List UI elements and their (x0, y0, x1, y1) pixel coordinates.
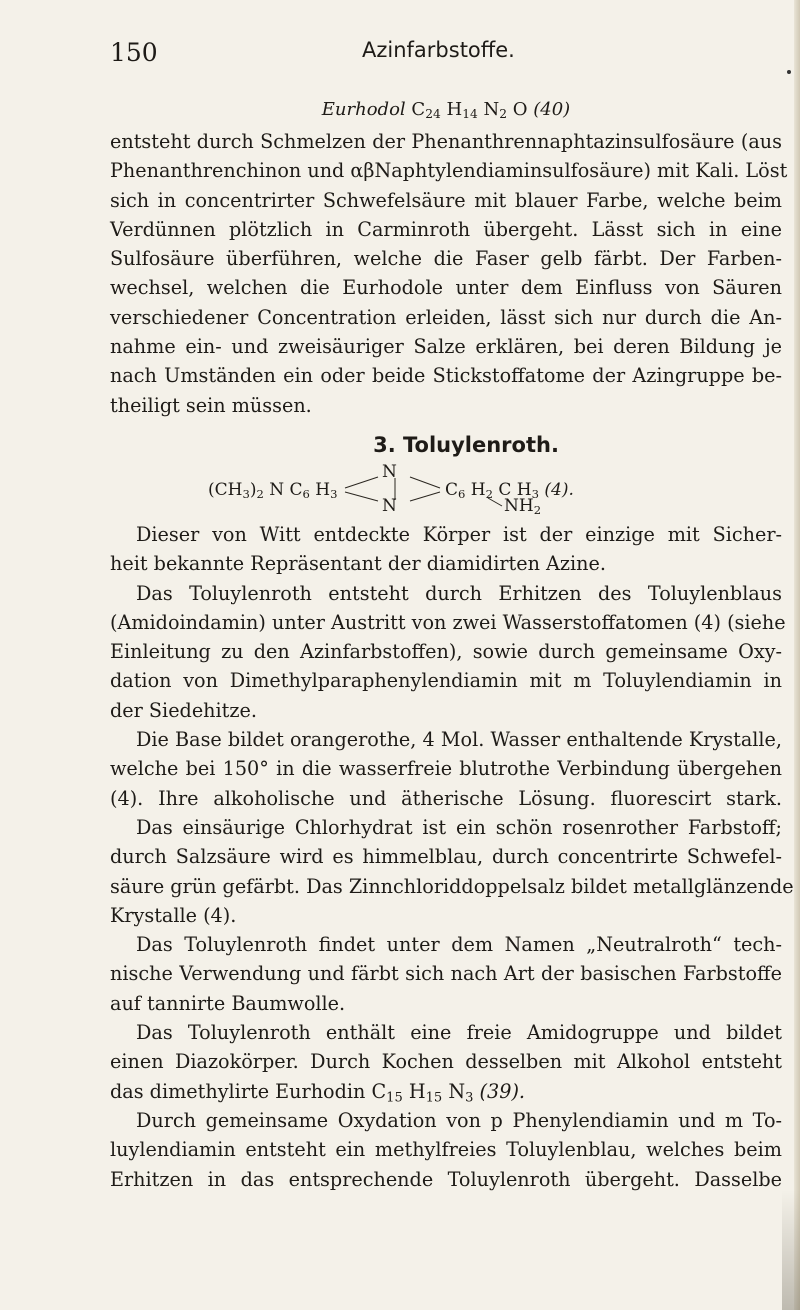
text-line: nahme ein- und zweisäuriger Salze erklären, bei deren Bildung je (110, 335, 782, 359)
structural-formula (110, 461, 782, 520)
structure-right-group: $C_6$ $H_2$ C $H_3$ (4). (445, 479, 574, 501)
azine-nitrogen-top: N (382, 461, 397, 482)
compound-name: Eurhodol (321, 99, 406, 120)
chemical-formula: $C_{24}$ $H_{14}$ $N_2$ O (40) (411, 99, 571, 122)
page-edge-shadow (794, 0, 800, 1310)
page-header (110, 38, 780, 78)
text-line: Durch gemeinsame Oxydation von p Phenylendiamin und m To- (136, 1108, 782, 1132)
text-line: durch Salzsäure wird es himmelblau, durch concentrirte Schwefel- (110, 845, 782, 869)
eurhodol-heading (110, 93, 782, 127)
text-line: Einleitung zu den Azinfarbstoffen), sowie durch gemeinsame Oxy- (110, 640, 782, 664)
text-line: verschiedener Concentration erleiden, lässt sich nur durch die An- (110, 305, 782, 329)
page-number: 150 (110, 38, 158, 67)
text-line: luylendiamin entsteht ein methylfreies Toluylenblau, welches beim (110, 1138, 782, 1162)
section-title: 3. Toluylenroth. (373, 432, 559, 457)
text-line: Das Toluylenroth enthält eine freie Amidogruppe und bildet (136, 1021, 782, 1045)
azine-nitrogen-bottom: N (382, 495, 397, 516)
text-line: der Siedehitze. (110, 698, 257, 722)
text-line: einen Diazokörper. Durch Kochen desselben mit Alkohol entsteht (110, 1050, 782, 1074)
text-line: nische Verwendung und färbt sich nach Art der basischen Farbstoffe (110, 962, 782, 986)
running-head: Azinfarbstoffe. (362, 38, 515, 62)
margin-mark (787, 70, 791, 74)
text-line: Dieser von Witt entdeckte Körper ist der einzige mit Sicher- (136, 522, 782, 546)
text-line: welche bei 150° in die wasserfreie blutrothe Verbindung übergehen (110, 757, 782, 781)
text-line: dation von Dimethylparaphenylendiamin mit m Toluylendiamin in (110, 669, 782, 693)
text-line: Krystalle (4). (110, 903, 237, 927)
text-line: (4). Ihre alkoholische und ätherische Lösung. fluorescirt stark. (110, 786, 782, 810)
text-line: heit bekannte Repräsentant der diamidirten Azine. (110, 552, 606, 576)
text-line: nach Umständen ein oder beide Stickstoffatome der Azingruppe be- (110, 364, 782, 388)
page-corner-shadow (782, 1190, 800, 1310)
text-line: Das einsäurige Chlorhydrat ist ein schön rosenrother Farbstoff; (136, 815, 782, 839)
text-line: Erhitzen in das entsprechende Toluylenroth übergeht. Dasselbe (110, 1167, 782, 1191)
text-line: Sulfosäure überführen, welche die Faser gelb färbt. Der Farben- (110, 247, 782, 271)
paragraph-eurhodol (110, 127, 788, 420)
paragraph-oxydation (110, 1106, 782, 1194)
text-line: säure grün gefärbt. Das Zinnchloriddoppelsalz bildet metallglänzende (110, 874, 794, 898)
structure-left-group: $(CH_3)_2$ N $C_6$ $H_3$ (208, 479, 338, 501)
text-line: Phenanthrenchinon und αβNaphtylendiaminsulfosäure) mit Kali. Löst (110, 159, 788, 183)
text-line: entsteht durch Schmelzen der Phenanthrennaphtazinsulfosäure (aus (110, 130, 782, 153)
text-line: Die Base bildet orangerothe, 4 Mol. Wasser enthaltende Krystalle, (136, 728, 782, 752)
text-line: Das Toluylenroth findet unter dem Namen „Neutralroth“ tech- (136, 933, 782, 957)
text-line: (Amidoindamin) unter Austritt von zwei Wasserstoffatomen (4) (siehe (110, 610, 786, 634)
text-line: das dimethylirte Eurhodin $C_{15}$ $H_{15}$ $N_3$ (39). (110, 1079, 526, 1105)
text-line: auf tannirte Baumwolle. (110, 991, 346, 1015)
text-line: Das Toluylenroth entsteht durch Erhitzen des Toluylenblaus (136, 581, 782, 605)
text-line: wechsel, welchen die Eurhodole unter dem Einfluss von Säuren (110, 276, 782, 300)
amino-group: $NH_2$ (504, 495, 542, 517)
text-line: Verdünnen plötzlich in Carminroth übergeht. Lässt sich in eine (110, 217, 782, 241)
body-text (110, 93, 794, 1194)
text-line: sich in concentrirter Schwefelsäure mit blauer Farbe, welche beim (110, 188, 782, 212)
text-line: theiligt sein müssen. (110, 393, 312, 417)
paragraph-toluylenroth (110, 520, 794, 1106)
